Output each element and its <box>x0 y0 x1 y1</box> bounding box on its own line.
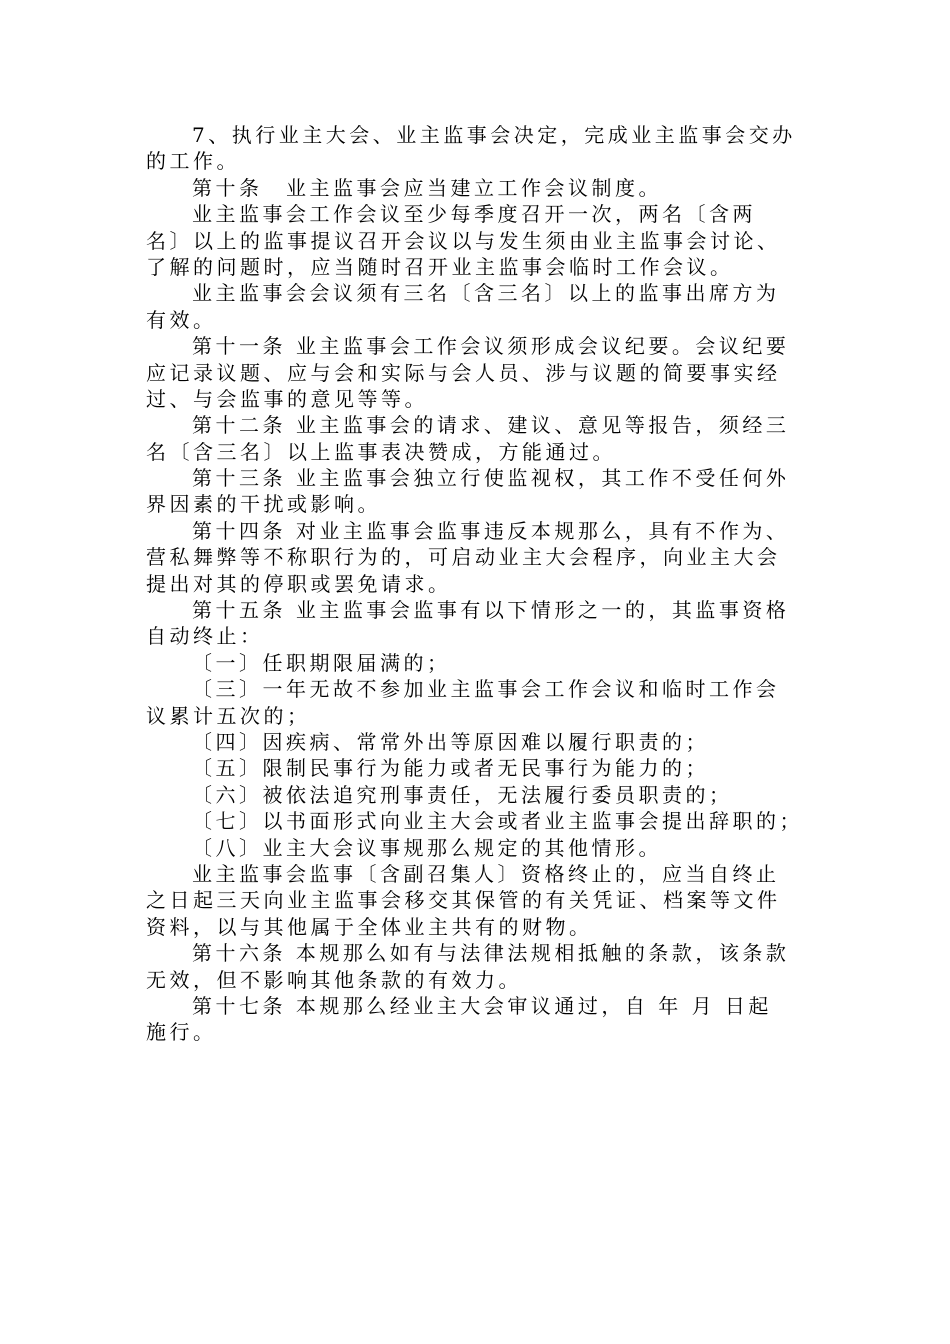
article-11-text: 第十一条 业主监事会工作会议须形成会议纪要。会议纪要 <box>192 334 790 359</box>
text-line: 7、执行业主大会、业主监事会决定，完成业主监事会交办 <box>192 123 796 147</box>
text-line: 的工作。 <box>146 149 240 174</box>
list-item: 〔一〕任职期限届满的； <box>192 650 451 675</box>
text-line: 无效，但不影响其他条款的有效力。 <box>146 967 522 992</box>
text-line: 自动终止： <box>146 624 264 649</box>
text-line: 业主监事会工作会议至少每季度召开一次，两名〔含两 <box>192 202 756 227</box>
list-item: 〔八〕业主大会议事规那么规定的其他情形。 <box>192 835 662 860</box>
article-14-text: 第十四条 对业主监事会监事违反本规那么，具有不作为、 <box>192 518 790 543</box>
article-10-heading: 第十条 业主监事会应当建立工作会议制度。 <box>192 175 662 200</box>
text-line: 施行。 <box>146 1020 217 1045</box>
text-line: 提出对其的停职或罢免请求。 <box>146 571 452 596</box>
text-line: 界因素的干扰或影响。 <box>146 492 381 517</box>
article-13-text: 第十三条 业主监事会独立行使监视权，其工作不受任何外 <box>192 466 790 491</box>
document-body <box>146 122 806 1046</box>
text-line: 业主监事会会议须有三名〔含三名〕以上的监事出席方为 <box>192 281 780 306</box>
text-line: 资料，以与其他属于全体业主共有的财物。 <box>146 914 593 939</box>
list-item: 〔六〕被依法追究刑事责任，无法履行委员职责的； <box>192 782 733 807</box>
text-line: 名〕以上的监事提议召开会议以与发生须由业主监事会讨论、 <box>146 228 781 253</box>
text-line: 名〔含三名〕以上监事表决赞成，方能通过。 <box>146 439 616 464</box>
article-17-text: 第十七条 本规那么经业主大会审议通过，自 年 月 日起 <box>192 993 772 1018</box>
list-item: 〔七〕以书面形式向业主大会或者业主监事会提出辞职的； <box>192 809 803 834</box>
article-12-text: 第十二条 业主监事会的请求、建议、意见等报告，须经三 <box>192 413 790 438</box>
list-item: 〔四〕因疾病、常常外出等原因难以履行职责的； <box>192 729 709 754</box>
article-16-text: 第十六条 本规那么如有与法律法规相抵触的条款，该条款 <box>192 941 790 966</box>
article-15-text: 第十五条 业主监事会监事有以下情形之一的，其监事资格 <box>192 598 790 623</box>
text-line: 业主监事会监事〔含副召集人〕资格终止的，应当自终止 <box>192 861 780 886</box>
text-line: 议累计五次的； <box>146 703 311 728</box>
text-line: 有效。 <box>146 307 217 332</box>
text-line: 了解的问题时，应当随时召开业主监事会临时工作会议。 <box>146 254 734 279</box>
list-item: 〔五〕限制民事行为能力或者无民事行为能力的； <box>192 756 709 781</box>
text-line: 应记录议题、应与会和实际与会人员、涉与议题的简要事实经 <box>146 360 781 385</box>
text-line: 过、与会监事的意见等等。 <box>146 386 428 411</box>
list-item: 〔三〕一年无故不参加业主监事会工作会议和临时工作会 <box>192 677 780 702</box>
text-line: 之日起三天向业主监事会移交其保管的有关凭证、档案等文件 <box>146 888 781 913</box>
text-line: 营私舞弊等不称职行为的，可启动业主大会程序，向业主大会 <box>146 545 781 570</box>
